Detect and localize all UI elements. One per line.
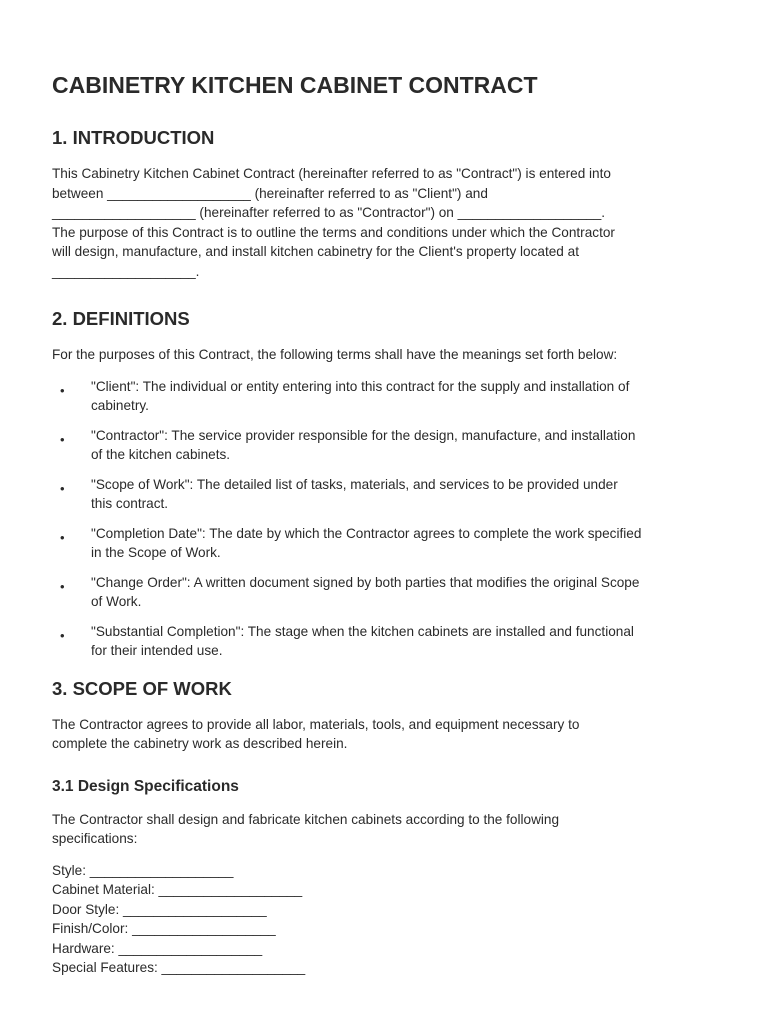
definition-line: "Completion Date": The date by which the Contractor agrees to complete the work specified [91, 525, 642, 541]
design-heading: 3.1 Design Specifications [52, 777, 239, 795]
definition-line: "Scope of Work": The detailed list of tasks, materials, and services to be provided under [91, 476, 618, 492]
intro-line: ___________________ (hereinafter referred to as "Contractor") on ___________________. [52, 205, 606, 220]
spec-field-finish-color: Finish/Color: ___________________ [52, 921, 276, 936]
bullet-icon: • [60, 578, 65, 594]
definitions-lead: For the purposes of this Contract, the following terms shall have the meanings set forth below: [52, 347, 618, 362]
section-design-specifications [52, 776, 718, 978]
intro-line: ___________________. [52, 263, 200, 279]
intro-line: The purpose of this Contract is to outline the terms and conditions under which the Contractor [52, 224, 615, 240]
definitions-list [52, 377, 718, 661]
list-item [52, 377, 718, 416]
intro-line: This Cabinetry Kitchen Cabinet Contract (hereinafter referred to as "Contract") is entered into [52, 166, 611, 181]
scope-line: The Contractor agrees to provide all labor, materials, tools, and equipment necessary to [52, 716, 580, 732]
spec-field-hardware: Hardware: ___________________ [52, 940, 263, 956]
definition-line: "Client": The individual or entity entering into this contract for the supply and installation of [91, 378, 630, 394]
definition-line: cabinetry. [91, 398, 149, 413]
spec-field-style: Style: ___________________ [52, 862, 234, 878]
bullet-icon: • [60, 431, 65, 447]
bullet-icon: • [60, 627, 65, 643]
spec-field-special-features: Special Features: ___________________ [52, 960, 306, 975]
spec-field-cabinet-material: Cabinet Material: ___________________ [52, 882, 303, 897]
definition-line: of Work. [91, 594, 142, 609]
intro-line: will design, manufacture, and install kitchen cabinetry for the Client's property located at [52, 244, 579, 259]
definition-line: in the Scope of Work. [91, 545, 221, 560]
list-item [52, 524, 718, 563]
design-line: The Contractor shall design and fabricate kitchen cabinets according to the following [52, 811, 560, 827]
section-definitions [52, 307, 718, 661]
definitions-heading: 2. DEFINITIONS [52, 308, 190, 329]
bullet-icon: • [60, 480, 65, 496]
scope-line: complete the cabinetry work as described herein. [52, 736, 348, 751]
definition-line: "Substantial Completion": The stage when the kitchen cabinets are installed and functional [91, 623, 634, 639]
spec-fields [52, 861, 718, 978]
list-item [52, 475, 718, 514]
introduction-heading: 1. INTRODUCTION [52, 127, 215, 148]
document-title: CABINETRY KITCHEN CABINET CONTRACT [52, 72, 538, 98]
definition-line: for their intended use. [91, 643, 223, 658]
section-scope-of-work [52, 677, 718, 754]
list-item [52, 426, 718, 465]
design-line: specifications: [52, 831, 138, 846]
list-item [52, 573, 718, 612]
definition-line: "Contractor": The service provider responsible for the design, manufacture, and installation [91, 427, 636, 443]
bullet-icon: • [60, 382, 65, 398]
scope-heading: 3. SCOPE OF WORK [52, 677, 232, 699]
definition-line: of the kitchen cabinets. [91, 447, 231, 462]
intro-line: between ___________________ (hereinafter referred to as "Client") and [52, 185, 488, 201]
definition-line: "Change Order": A written document signed by both parties that modifies the original Scope [91, 574, 640, 590]
spec-field-door-style: Door Style: ___________________ [52, 901, 267, 917]
section-introduction [52, 126, 718, 281]
bullet-icon: • [60, 529, 65, 545]
definition-line: this contract. [91, 496, 169, 511]
list-item [52, 622, 718, 661]
